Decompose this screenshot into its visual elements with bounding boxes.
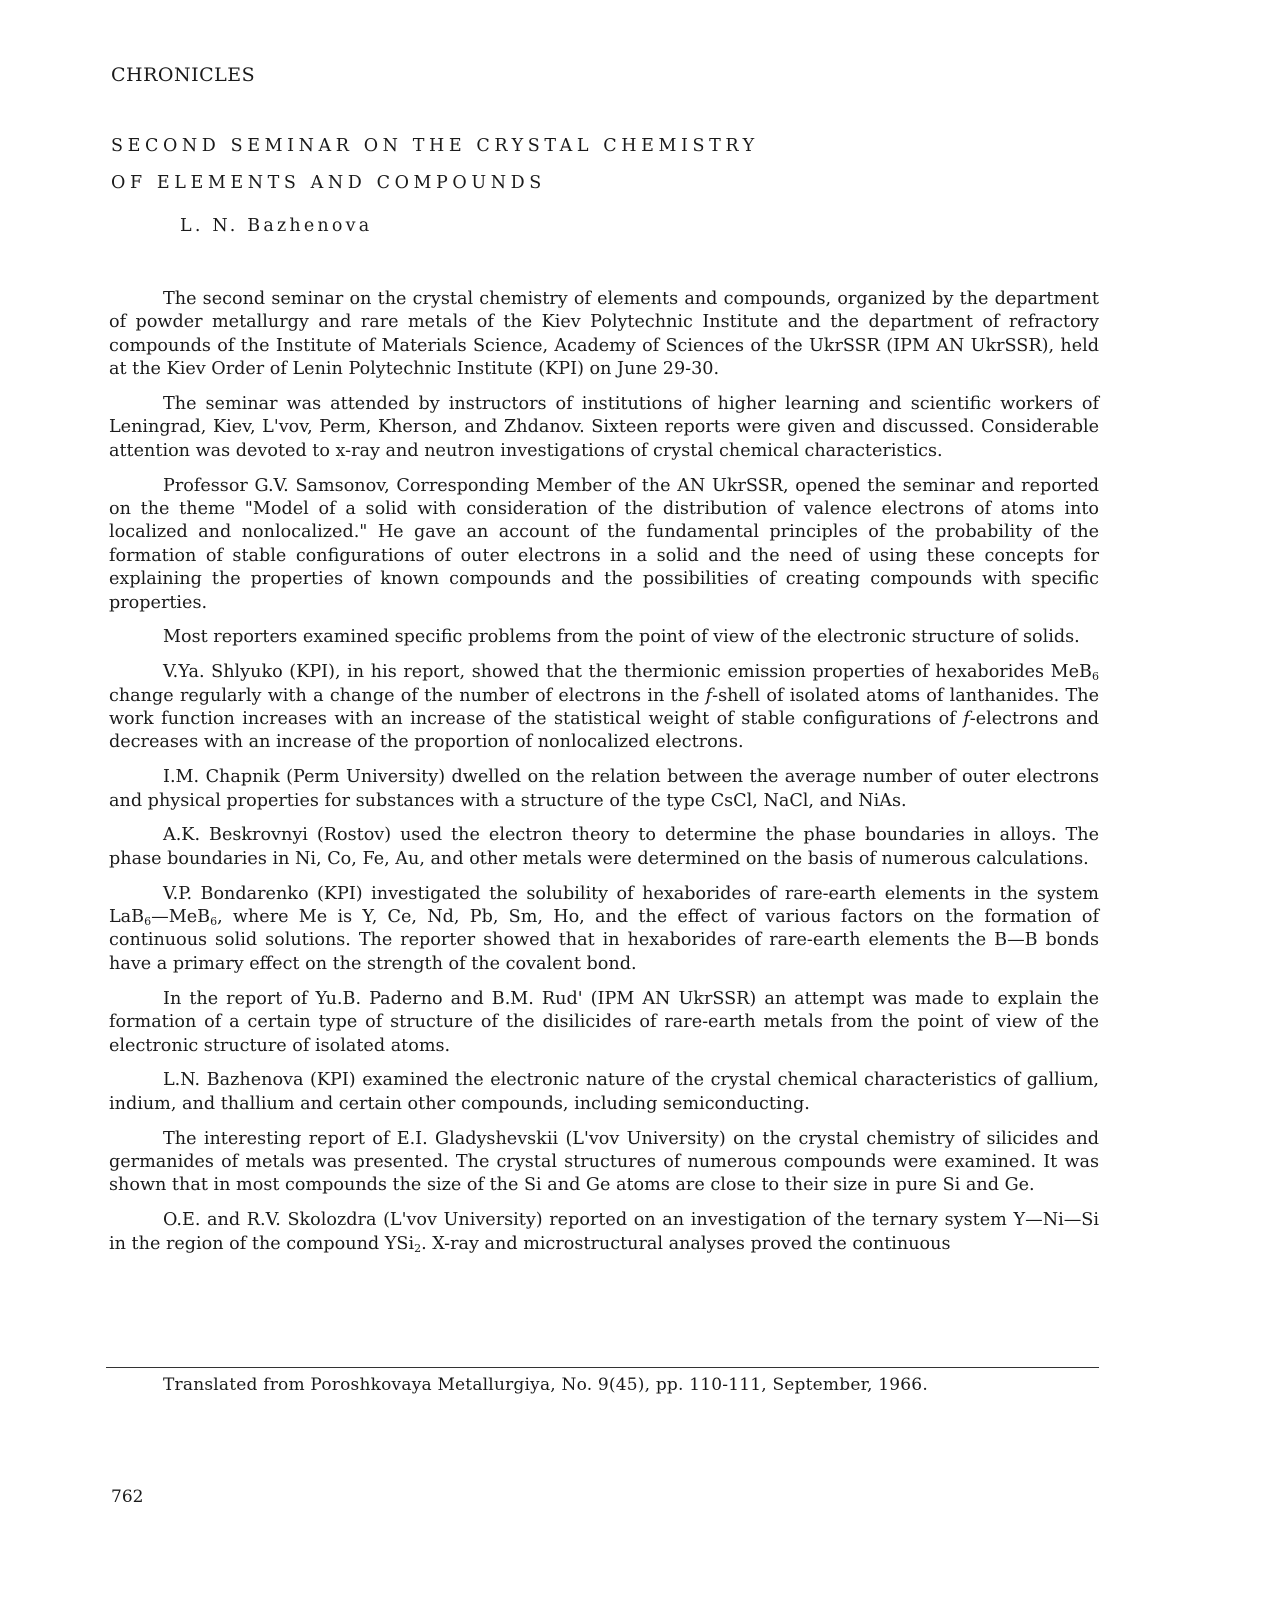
article-title-line-1: SECOND SEMINAR ON THE CRYSTAL CHEMISTRY	[111, 136, 759, 156]
p8-text-c: , where Me is Y, Ce, Nd, Pb, Sm, Ho, and the effect of various factors on the formation of continuous solid solutions. The reporter showed that in hexaborides of rare-earth elements the B—B bonds have a primary effect on the strength of the covalent bond.	[109, 907, 1099, 974]
author-name: L. N. Bazhenova	[180, 216, 373, 236]
p8-subscript-2: 6	[210, 915, 218, 929]
p5-text-a: V.Ya. Shlyuko (KPI), in his report, showed that the thermionic emission properties of hexaborides MeB	[163, 662, 1092, 683]
footnote: Translated from Poroshkovaya Metallurgiya, No. 9(45), pp. 110-111, September, 1966.	[163, 1375, 928, 1395]
paragraph-5	[109, 661, 1099, 755]
paragraph-10: L.N. Bazhenova (KPI) examined the electronic nature of the crystal chemical characteristics of gallium, indium, and thallium and certain other compounds, including semiconducting.	[109, 1070, 1099, 1114]
p8-text-b: —MeB	[151, 907, 211, 928]
article-title-line-2: OF ELEMENTS AND COMPOUNDS	[111, 173, 546, 193]
p5-f-symbol-2: f	[963, 709, 970, 730]
p5-f-symbol-1: f	[705, 685, 713, 706]
article-body	[109, 288, 1099, 1267]
section-heading: CHRONICLES	[111, 64, 256, 86]
footnote-rule	[106, 1367, 1099, 1368]
p12-text-b: . X-ray and microstructural analyses proved the continuous	[421, 1233, 951, 1254]
paragraph-11: The interesting report of E.I. Gladyshevskii (L'vov University) on the crystal chemistry of silicides and germanides of metals was presented. The crystal structures of numerous compounds were examined. It was shown that in most compounds the size of the Si and Ge atoms are close to their size in pure Si and Ge.	[109, 1128, 1099, 1196]
p12-subscript: 2	[414, 1241, 422, 1255]
paragraph-8	[109, 883, 1099, 977]
p5-text-b: change regularly with a change of the number of electrons in the	[109, 685, 706, 706]
paragraph-12	[109, 1209, 1099, 1256]
p12-text-a: O.E. and R.V. Skolozdra (L'vov University) reported on an investigation of the ternary system Y—Ni—Si in the region of the compound YSi	[109, 1210, 1099, 1254]
p8-subscript-1: 6	[144, 915, 152, 929]
p5-text-d: -electrons and decreases with an increase of the proportion of nonlocalized electrons.	[109, 709, 1099, 753]
page-number: 762	[111, 1487, 144, 1507]
p5-subscript: 6	[1092, 670, 1099, 684]
p8-text-a: V.P. Bondarenko (KPI) investigated the solubility of hexaborides of rare-earth elements in the system LaB	[109, 883, 1099, 928]
p5-text-c: -shell of isolated atoms of lanthanides. The work function increases with an increase of the statistical weight of stable configurations of	[109, 685, 1099, 730]
paragraph-6: I.M. Chapnik (Perm University) dwelled on the relation between the average number of outer electrons and physical properties for substances with a structure of the type CsCl, NaCl, and NiAs.	[109, 767, 1099, 811]
paragraph-3: Professor G.V. Samsonov, Corresponding Member of the AN UkrSSR, opened the seminar and reported on the theme "Model of a solid with consideration of the distribution of valence electrons of atoms into localized and nonlocalized." He gave an account of the fundamental principles of the probability of the formation of stable configurations of outer electrons in a solid and the need of using these concepts for explaining the properties of known compounds and the possibilities of creating compounds with specific properties.	[109, 475, 1099, 613]
paragraph-9: In the report of Yu.B. Paderno and B.M. Rud' (IPM AN UkrSSR) an attempt was made to explain the formation of a certain type of structure of the disilicides of rare-earth metals from the point of view of the electronic structure of isolated atoms.	[109, 988, 1099, 1056]
paragraph-1: The second seminar on the crystal chemistry of elements and compounds, organized by the department of powder metallurgy and rare metals of the Kiev Polytechnic Institute and the department of refractory compounds of the Institute of Materials Science, Academy of Sciences of the UkrSSR (IPM AN UkrSSR), held at the Kiev Order of Lenin Polytechnic Institute (KPI) on June 29-30.	[109, 289, 1099, 380]
paragraph-2: The seminar was attended by instructors of institutions of higher learning and scientific workers of Leningrad, Kiev, L'vov, Perm, Kherson, and Zhdanov. Sixteen reports were given and discussed. Considerable attention was devoted to x-ray and neutron investigations of crystal chemical characteristics.	[109, 394, 1099, 461]
paragraph-7: A.K. Beskrovnyi (Rostov) used the electron theory to determine the phase boundaries in alloys. The phase boundaries in Ni, Co, Fe, Au, and other metals were determined on the basis of numerous calculations.	[109, 825, 1099, 869]
paragraph-4: Most reporters examined specific problems from the point of view of the electronic structure of solids.	[163, 627, 1080, 648]
